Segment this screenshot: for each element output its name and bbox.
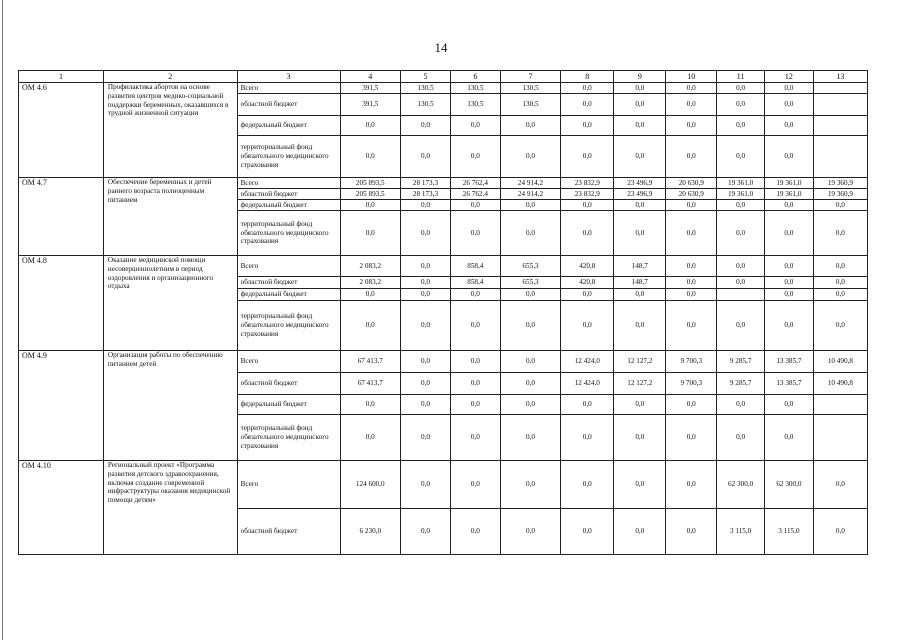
amount-cell: 0,0 bbox=[717, 136, 765, 178]
amount-cell bbox=[813, 83, 867, 94]
amount-cell: 12 127,2 bbox=[614, 351, 666, 373]
amount-cell: 0,0 bbox=[614, 415, 666, 461]
page-number: 14 bbox=[434, 40, 448, 55]
amount-cell: 0,0 bbox=[500, 211, 560, 256]
amount-cell: 20 630,9 bbox=[666, 178, 717, 189]
amount-cell: 0,0 bbox=[666, 461, 717, 509]
amount-cell: 2 083,2 bbox=[340, 277, 400, 289]
amount-cell: 0,0 bbox=[666, 395, 717, 415]
amount-cell: 0,0 bbox=[401, 415, 451, 461]
amount-cell: 0,0 bbox=[813, 211, 867, 256]
amount-cell: 0,0 bbox=[450, 395, 500, 415]
table-row bbox=[19, 178, 868, 189]
measure-name: Профилактика абортов на основе развития центров медико-социальной поддержки беременных, оказавшихся в трудной жизненной ситуации bbox=[103, 83, 237, 178]
amount-cell: 391,5 bbox=[340, 94, 400, 116]
amount-cell: 24 914,2 bbox=[500, 189, 560, 200]
table-row bbox=[19, 83, 868, 94]
amount-cell: 130,5 bbox=[450, 94, 500, 116]
amount-cell: 0,0 bbox=[561, 461, 614, 509]
amount-cell: 0,0 bbox=[813, 256, 867, 277]
amount-cell: 0,0 bbox=[340, 200, 400, 211]
column-header: 2 bbox=[103, 71, 237, 83]
funding-source: Всего bbox=[237, 256, 340, 277]
amount-cell: 0,0 bbox=[666, 301, 717, 351]
funding-source: Всего bbox=[237, 178, 340, 189]
amount-cell: 0,0 bbox=[813, 301, 867, 351]
amount-cell: 0,0 bbox=[401, 116, 451, 136]
amount-cell: 0,0 bbox=[561, 289, 614, 301]
amount-cell: 12 424,0 bbox=[561, 373, 614, 395]
amount-cell: 0,0 bbox=[500, 136, 560, 178]
funding-source: Всего bbox=[237, 351, 340, 373]
measure-code: ОМ 4.8 bbox=[19, 256, 104, 351]
amount-cell: 0,0 bbox=[401, 301, 451, 351]
amount-cell bbox=[813, 415, 867, 461]
amount-cell: 148,7 bbox=[614, 256, 666, 277]
amount-cell: 0,0 bbox=[666, 200, 717, 211]
funding-source: федеральный бюджет bbox=[237, 200, 340, 211]
amount-cell: 0,0 bbox=[450, 373, 500, 395]
table-row bbox=[19, 461, 868, 509]
amount-cell: 0,0 bbox=[765, 277, 814, 289]
amount-cell bbox=[717, 289, 765, 301]
funding-source: территориальный фонд обязательного медицинского страхования bbox=[237, 301, 340, 351]
amount-cell: 28 173,3 bbox=[401, 178, 451, 189]
amount-cell: 0,0 bbox=[614, 94, 666, 116]
amount-cell: 0,0 bbox=[450, 136, 500, 178]
amount-cell: 0,0 bbox=[614, 461, 666, 509]
amount-cell: 0,0 bbox=[340, 136, 400, 178]
amount-cell: 0,0 bbox=[666, 94, 717, 116]
amount-cell: 19 361,0 bbox=[717, 189, 765, 200]
amount-cell: 0,0 bbox=[340, 301, 400, 351]
table-row bbox=[19, 351, 868, 373]
funding-source: территориальный фонд обязательного медицинского страхования bbox=[237, 211, 340, 256]
funding-source: территориальный фонд обязательного медицинского страхования bbox=[237, 415, 340, 461]
amount-cell bbox=[813, 395, 867, 415]
amount-cell: 0,0 bbox=[765, 289, 814, 301]
amount-cell: 0,0 bbox=[614, 83, 666, 94]
amount-cell: 19 360,9 bbox=[813, 178, 867, 189]
amount-cell: 6 230,0 bbox=[340, 509, 400, 555]
funding-source: областной бюджет bbox=[237, 277, 340, 289]
amount-cell: 12 127,2 bbox=[614, 373, 666, 395]
amount-cell: 0,0 bbox=[561, 136, 614, 178]
amount-cell: 3 115,0 bbox=[765, 509, 814, 555]
amount-cell: 62 300,0 bbox=[717, 461, 765, 509]
amount-cell: 0,0 bbox=[717, 277, 765, 289]
amount-cell: 0,0 bbox=[614, 136, 666, 178]
amount-cell: 0,0 bbox=[450, 301, 500, 351]
amount-cell: 0,0 bbox=[813, 277, 867, 289]
column-header: 4 bbox=[340, 71, 400, 83]
amount-cell: 0,0 bbox=[666, 83, 717, 94]
column-header: 7 bbox=[500, 71, 560, 83]
amount-cell: 130,5 bbox=[450, 83, 500, 94]
measure-code: ОМ 4.10 bbox=[19, 461, 104, 555]
amount-cell: 130,5 bbox=[401, 94, 451, 116]
column-header: 10 bbox=[666, 71, 717, 83]
amount-cell: 148,7 bbox=[614, 277, 666, 289]
amount-cell: 0,0 bbox=[401, 200, 451, 211]
amount-cell: 0,0 bbox=[340, 395, 400, 415]
amount-cell: 0,0 bbox=[813, 200, 867, 211]
amount-cell: 0,0 bbox=[813, 289, 867, 301]
amount-cell: 0,0 bbox=[500, 200, 560, 211]
amount-cell: 26 762,4 bbox=[450, 178, 500, 189]
amount-cell: 0,0 bbox=[765, 83, 814, 94]
amount-cell: 0,0 bbox=[561, 211, 614, 256]
amount-cell: 19 361,0 bbox=[765, 189, 814, 200]
amount-cell: 13 385,7 bbox=[765, 373, 814, 395]
amount-cell: 0,0 bbox=[500, 289, 560, 301]
amount-cell: 0,0 bbox=[717, 200, 765, 211]
amount-cell: 23 832,9 bbox=[561, 178, 614, 189]
amount-cell: 26 762,4 bbox=[450, 189, 500, 200]
amount-cell: 9 285,7 bbox=[717, 373, 765, 395]
amount-cell: 655,3 bbox=[500, 256, 560, 277]
amount-cell: 0,0 bbox=[401, 136, 451, 178]
funding-source: федеральный бюджет bbox=[237, 289, 340, 301]
amount-cell: 9 285,7 bbox=[717, 351, 765, 373]
amount-cell: 0,0 bbox=[666, 256, 717, 277]
amount-cell: 0,0 bbox=[614, 211, 666, 256]
amount-cell: 655,3 bbox=[500, 277, 560, 289]
amount-cell: 0,0 bbox=[450, 461, 500, 509]
amount-cell bbox=[813, 94, 867, 116]
amount-cell: 0,0 bbox=[765, 200, 814, 211]
amount-cell: 0,0 bbox=[666, 509, 717, 555]
amount-cell: 0,0 bbox=[500, 116, 560, 136]
amount-cell: 2 083,2 bbox=[340, 256, 400, 277]
table-row bbox=[19, 256, 868, 277]
amount-cell: 13 385,7 bbox=[765, 351, 814, 373]
column-header: 6 bbox=[450, 71, 500, 83]
amount-cell: 0,0 bbox=[717, 415, 765, 461]
amount-cell: 0,0 bbox=[765, 94, 814, 116]
amount-cell: 0,0 bbox=[340, 289, 400, 301]
measure-code: ОМ 4.7 bbox=[19, 178, 104, 256]
amount-cell: 23 496,9 bbox=[614, 178, 666, 189]
amount-cell: 420,8 bbox=[561, 277, 614, 289]
amount-cell: 12 424,0 bbox=[561, 351, 614, 373]
amount-cell: 23 496,9 bbox=[614, 189, 666, 200]
amount-cell: 0,0 bbox=[500, 509, 560, 555]
amount-cell bbox=[813, 116, 867, 136]
amount-cell: 0,0 bbox=[450, 211, 500, 256]
amount-cell: 0,0 bbox=[765, 415, 814, 461]
measure-name: Обеспечение беременных и детей раннего возраста полноценным питанием bbox=[103, 178, 237, 256]
measure-code: ОМ 4.6 bbox=[19, 83, 104, 178]
amount-cell: 0,0 bbox=[500, 395, 560, 415]
amount-cell: 0,0 bbox=[340, 415, 400, 461]
amount-cell: 0,0 bbox=[666, 116, 717, 136]
amount-cell: 0,0 bbox=[717, 116, 765, 136]
funding-source: областной бюджет bbox=[237, 373, 340, 395]
column-header: 8 bbox=[561, 71, 614, 83]
amount-cell: 0,0 bbox=[614, 509, 666, 555]
column-header: 9 bbox=[614, 71, 666, 83]
amount-cell: 0,0 bbox=[813, 509, 867, 555]
amount-cell: 0,0 bbox=[765, 301, 814, 351]
amount-cell: 0,0 bbox=[765, 395, 814, 415]
header-row bbox=[19, 71, 868, 83]
amount-cell: 0,0 bbox=[561, 116, 614, 136]
amount-cell: 0,0 bbox=[717, 256, 765, 277]
column-header: 13 bbox=[813, 71, 867, 83]
budget-table bbox=[18, 70, 868, 555]
amount-cell: 0,0 bbox=[401, 509, 451, 555]
amount-cell: 0,0 bbox=[401, 277, 451, 289]
amount-cell: 0,0 bbox=[401, 461, 451, 509]
funding-source: федеральный бюджет bbox=[237, 116, 340, 136]
amount-cell: 24 914,2 bbox=[500, 178, 560, 189]
amount-cell: 9 700,3 bbox=[666, 373, 717, 395]
amount-cell: 0,0 bbox=[561, 415, 614, 461]
amount-cell: 67 413,7 bbox=[340, 373, 400, 395]
amount-cell: 0,0 bbox=[765, 116, 814, 136]
funding-source: областной бюджет bbox=[237, 94, 340, 116]
page-edge-line bbox=[2, 0, 3, 640]
amount-cell: 10 490,8 bbox=[813, 351, 867, 373]
amount-cell: 130,5 bbox=[500, 83, 560, 94]
amount-cell: 19 361,0 bbox=[717, 178, 765, 189]
amount-cell: 0,0 bbox=[717, 94, 765, 116]
amount-cell: 0,0 bbox=[614, 200, 666, 211]
amount-cell: 9 700,3 bbox=[666, 351, 717, 373]
amount-cell: 0,0 bbox=[401, 211, 451, 256]
amount-cell: 0,0 bbox=[401, 395, 451, 415]
amount-cell: 0,0 bbox=[450, 509, 500, 555]
amount-cell: 0,0 bbox=[561, 94, 614, 116]
amount-cell: 858,4 bbox=[450, 256, 500, 277]
amount-cell: 3 115,0 bbox=[717, 509, 765, 555]
amount-cell: 19 360,9 bbox=[813, 189, 867, 200]
amount-cell: 0,0 bbox=[666, 136, 717, 178]
measure-code: ОМ 4.9 bbox=[19, 351, 104, 461]
amount-cell: 0,0 bbox=[614, 289, 666, 301]
column-header: 5 bbox=[401, 71, 451, 83]
amount-cell: 0,0 bbox=[765, 211, 814, 256]
amount-cell: 0,0 bbox=[401, 256, 451, 277]
amount-cell: 0,0 bbox=[561, 83, 614, 94]
measure-name: Организация работы по обеспечению питанием детей bbox=[103, 351, 237, 461]
amount-cell: 0,0 bbox=[401, 373, 451, 395]
amount-cell: 0,0 bbox=[401, 351, 451, 373]
funding-source: областной бюджет bbox=[237, 189, 340, 200]
amount-cell: 0,0 bbox=[561, 301, 614, 351]
amount-cell: 0,0 bbox=[666, 289, 717, 301]
column-header: 11 bbox=[717, 71, 765, 83]
amount-cell: 0,0 bbox=[450, 200, 500, 211]
amount-cell: 130,5 bbox=[401, 83, 451, 94]
amount-cell: 205 893,5 bbox=[340, 178, 400, 189]
amount-cell: 0,0 bbox=[813, 461, 867, 509]
amount-cell: 0,0 bbox=[717, 301, 765, 351]
column-header: 1 bbox=[19, 71, 104, 83]
table-body bbox=[19, 83, 868, 555]
funding-source: Всего bbox=[237, 83, 340, 94]
funding-source: территориальный фонд обязательного медицинского страхования bbox=[237, 136, 340, 178]
amount-cell: 0,0 bbox=[614, 301, 666, 351]
funding-source: областной бюджет bbox=[237, 509, 340, 555]
amount-cell: 0,0 bbox=[450, 351, 500, 373]
amount-cell: 19 361,0 bbox=[765, 178, 814, 189]
amount-cell: 0,0 bbox=[500, 301, 560, 351]
amount-cell: 0,0 bbox=[450, 415, 500, 461]
amount-cell: 0,0 bbox=[666, 211, 717, 256]
amount-cell: 858,4 bbox=[450, 277, 500, 289]
amount-cell bbox=[813, 136, 867, 178]
amount-cell: 0,0 bbox=[500, 461, 560, 509]
amount-cell: 23 832,9 bbox=[561, 189, 614, 200]
amount-cell: 0,0 bbox=[666, 277, 717, 289]
amount-cell: 0,0 bbox=[561, 395, 614, 415]
column-header: 3 bbox=[237, 71, 340, 83]
amount-cell: 0,0 bbox=[401, 289, 451, 301]
amount-cell: 0,0 bbox=[717, 211, 765, 256]
measure-name: Региональный проект «Программа развития детского здравоохранения, включая создание современной инфраструктуры оказания медицинской помощи детям» bbox=[103, 461, 237, 555]
amount-cell: 10 490,8 bbox=[813, 373, 867, 395]
amount-cell: 0,0 bbox=[450, 289, 500, 301]
funding-source: федеральный бюджет bbox=[237, 395, 340, 415]
amount-cell: 0,0 bbox=[765, 256, 814, 277]
amount-cell: 0,0 bbox=[340, 116, 400, 136]
amount-cell: 0,0 bbox=[717, 83, 765, 94]
amount-cell: 0,0 bbox=[340, 211, 400, 256]
column-header: 12 bbox=[765, 71, 814, 83]
amount-cell: 0,0 bbox=[765, 136, 814, 178]
amount-cell: 0,0 bbox=[500, 415, 560, 461]
amount-cell: 0,0 bbox=[614, 116, 666, 136]
amount-cell: 0,0 bbox=[450, 116, 500, 136]
amount-cell: 0,0 bbox=[500, 351, 560, 373]
amount-cell: 0,0 bbox=[614, 395, 666, 415]
amount-cell: 28 173,3 bbox=[401, 189, 451, 200]
measure-name: Оказание медицинской помощи несовершеннолетним в период оздоровления и организационного отдыха bbox=[103, 256, 237, 351]
amount-cell: 0,0 bbox=[561, 200, 614, 211]
amount-cell: 0,0 bbox=[500, 373, 560, 395]
amount-cell: 420,8 bbox=[561, 256, 614, 277]
amount-cell: 0,0 bbox=[666, 415, 717, 461]
amount-cell: 67 413,7 bbox=[340, 351, 400, 373]
amount-cell: 0,0 bbox=[717, 395, 765, 415]
amount-cell: 124 600,0 bbox=[340, 461, 400, 509]
amount-cell: 205 893,5 bbox=[340, 189, 400, 200]
amount-cell: 0,0 bbox=[561, 509, 614, 555]
amount-cell: 20 630,9 bbox=[666, 189, 717, 200]
funding-source: Всего bbox=[237, 461, 340, 509]
amount-cell: 62 300,0 bbox=[765, 461, 814, 509]
amount-cell: 130,5 bbox=[500, 94, 560, 116]
amount-cell: 391,5 bbox=[340, 83, 400, 94]
